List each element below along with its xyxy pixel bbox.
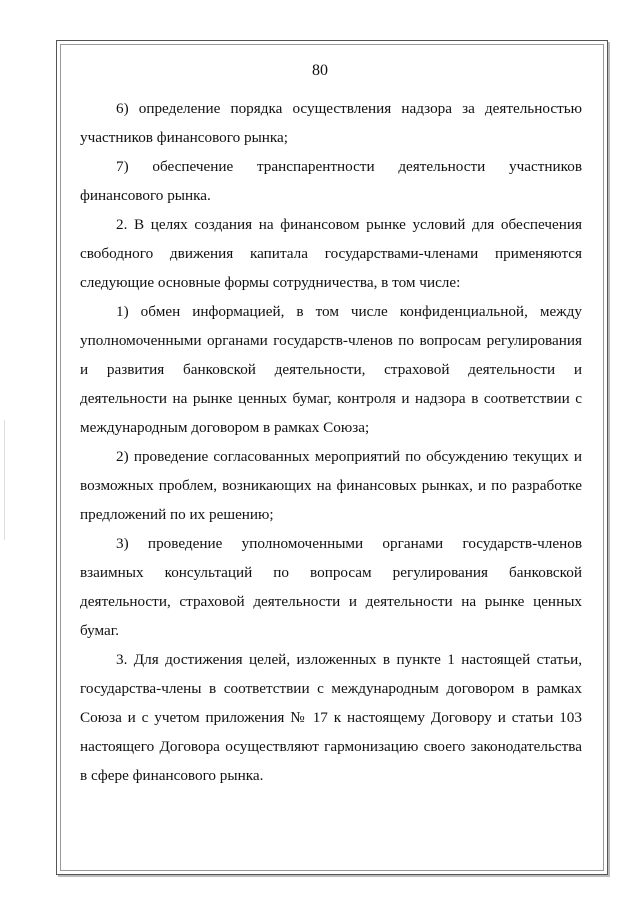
paragraph-clause-3: 3. Для достижения целей, изложенных в пункте 1 настоящей статьи, государства-члены в соответствии с международным договором в рамках Союза и с учетом приложения № 17 к настоящему Договору и статьи 103 настоящего Договора осуществляют гармонизацию своего законодательства в сфере финансового рынка. xyxy=(80,651,582,784)
paragraph-clause-2-item-1: 1) обмен информацией, в том числе конфиденциальной, между уполномоченными органами государств-членов по вопросам регулирования и развития банковской деятельности, страховой деятельности и деятельности на рынке ценных бумаг, контроля и надзора в соответствии с международным договором в рамках Союза; xyxy=(80,303,582,436)
paragraph-clause-2-item-2: 2) проведение согласованных мероприятий по обсуждению текущих и возможных проблем, возникающих на финансовых рынках, и по разработке предложений по их решению; xyxy=(80,448,582,523)
paragraph-item-7: 7) обеспечение транспарентности деятельности участников финансового рынка. xyxy=(80,158,582,204)
paragraph-clause-2-item-3: 3) проведение уполномоченными органами государств-членов взаимных консультаций по вопросам регулирования банковской деятельности, страховой деятельности и деятельности на рынке ценных бумаг. xyxy=(80,535,582,639)
paragraph-item-6: 6) определение порядка осуществления надзора за деятельностью участников финансового рынка; xyxy=(80,100,582,146)
paragraph-clause-2: 2. В целях создания на финансовом рынке условий для обеспечения свободного движения капитала государствами-членами применяются следующие основные формы сотрудничества, в том числе: xyxy=(80,216,582,291)
page-number: 80 xyxy=(312,62,328,79)
scan-margin-mark xyxy=(4,420,5,540)
document-body xyxy=(80,94,582,790)
